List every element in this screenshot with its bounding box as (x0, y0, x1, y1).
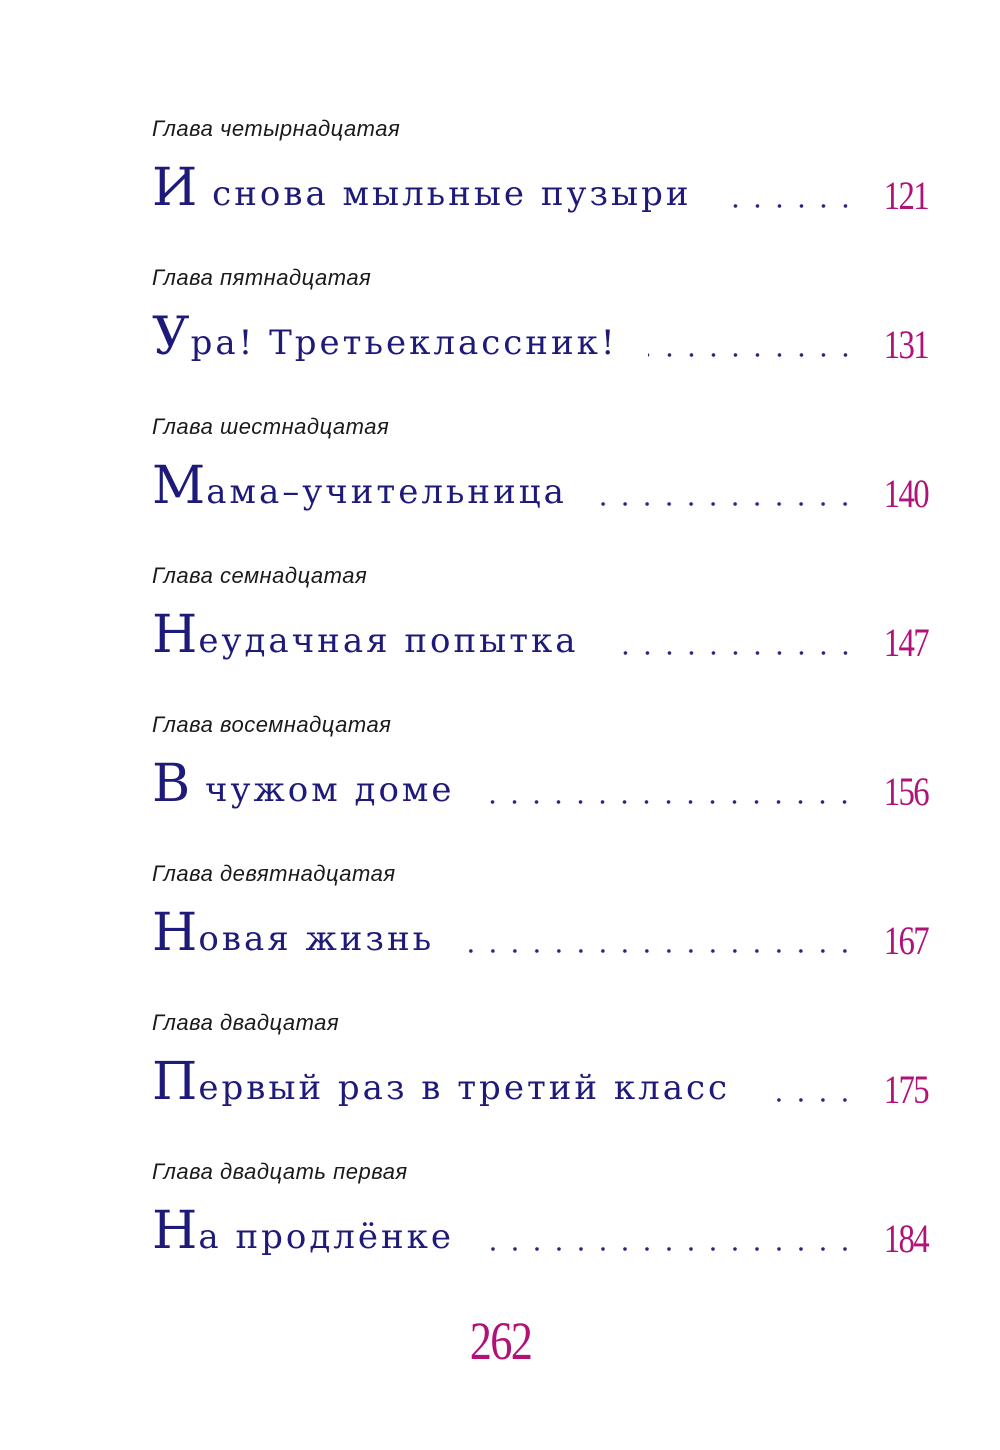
chapter-title[interactable] (152, 158, 692, 222)
chapter-title-text: ервый раз в третий класс (198, 1068, 731, 1108)
chapter-title-initial: И (152, 158, 199, 218)
table-of-contents (152, 114, 928, 1306)
chapter-title-text: а продлёнке (198, 1217, 455, 1257)
chapter-page-number[interactable]: 184 (883, 1216, 928, 1261)
chapter-title-initial: П (152, 1052, 199, 1112)
chapter-title-row (152, 895, 928, 967)
dot-leader (609, 651, 856, 655)
dot-leader (464, 949, 856, 953)
chapter-title-text: снова мыльные пузыри (198, 174, 692, 214)
folio-number: 262 (469, 1311, 531, 1371)
chapter-page-number[interactable]: 131 (883, 322, 928, 367)
chapter-title[interactable] (152, 456, 567, 520)
chapter-page-number[interactable]: 140 (883, 471, 928, 516)
chapter-page-number[interactable]: 147 (883, 620, 928, 665)
chapter-title-row (152, 448, 928, 520)
chapter-label: Глава двадцатая (152, 1010, 340, 1035)
chapter-label: Глава девятнадцатая (152, 861, 396, 886)
chapter-title-row (152, 746, 928, 818)
chapter-title[interactable] (152, 1201, 455, 1265)
toc-entry[interactable] (152, 1008, 928, 1157)
toc-entry[interactable] (152, 561, 928, 710)
dot-leader (484, 800, 856, 804)
dot-leader (722, 204, 856, 208)
chapter-label: Глава семнадцатая (152, 563, 368, 588)
chapter-page-number[interactable]: 175 (883, 1067, 928, 1112)
chapter-title[interactable] (152, 754, 455, 818)
chapter-title-row (152, 597, 928, 669)
chapter-title-initial: М (152, 456, 207, 516)
chapter-title-text: ра! Третьеклассник! (190, 323, 618, 363)
toc-entry[interactable] (152, 859, 928, 1008)
page-number-footer (0, 1310, 1000, 1372)
chapter-label: Глава шестнадцатая (152, 414, 390, 439)
chapter-page-number[interactable]: 167 (883, 918, 928, 963)
dot-leader (760, 1098, 856, 1102)
chapter-label: Глава четырнадцатая (152, 116, 401, 141)
chapter-title-text: еудачная попытка (198, 621, 579, 661)
chapter-label: Глава восемнадцатая (152, 712, 392, 737)
toc-entry[interactable] (152, 263, 928, 412)
chapter-title-text: чужом доме (191, 770, 455, 810)
chapter-title-initial: Н (152, 903, 199, 963)
dot-leader (648, 353, 856, 357)
chapter-title[interactable] (152, 605, 579, 669)
chapter-title[interactable] (152, 903, 435, 967)
chapter-title-row (152, 150, 928, 222)
chapter-title-initial: У (152, 307, 191, 367)
chapter-title-row (152, 1193, 928, 1265)
dot-leader (597, 502, 856, 506)
chapter-page-number[interactable]: 156 (883, 769, 928, 814)
toc-entry[interactable] (152, 114, 928, 263)
toc-entry[interactable] (152, 412, 928, 561)
dot-leader (484, 1247, 856, 1251)
chapter-title-text: ама–учительница (206, 472, 567, 512)
chapter-label: Глава двадцать первая (152, 1159, 408, 1184)
chapter-title-row (152, 1044, 928, 1116)
chapter-title-initial: В (152, 754, 192, 814)
chapter-label: Глава пятнадцатая (152, 265, 372, 290)
toc-entry[interactable] (152, 1157, 928, 1306)
chapter-title-initial: Н (152, 605, 199, 665)
chapter-title[interactable] (152, 1052, 731, 1116)
chapter-page-number[interactable]: 121 (883, 173, 928, 218)
toc-entry[interactable] (152, 710, 928, 859)
chapter-title-row (152, 299, 928, 371)
chapter-title[interactable] (152, 307, 618, 371)
chapter-title-initial: Н (152, 1201, 199, 1261)
chapter-title-text: овая жизнь (198, 919, 435, 959)
